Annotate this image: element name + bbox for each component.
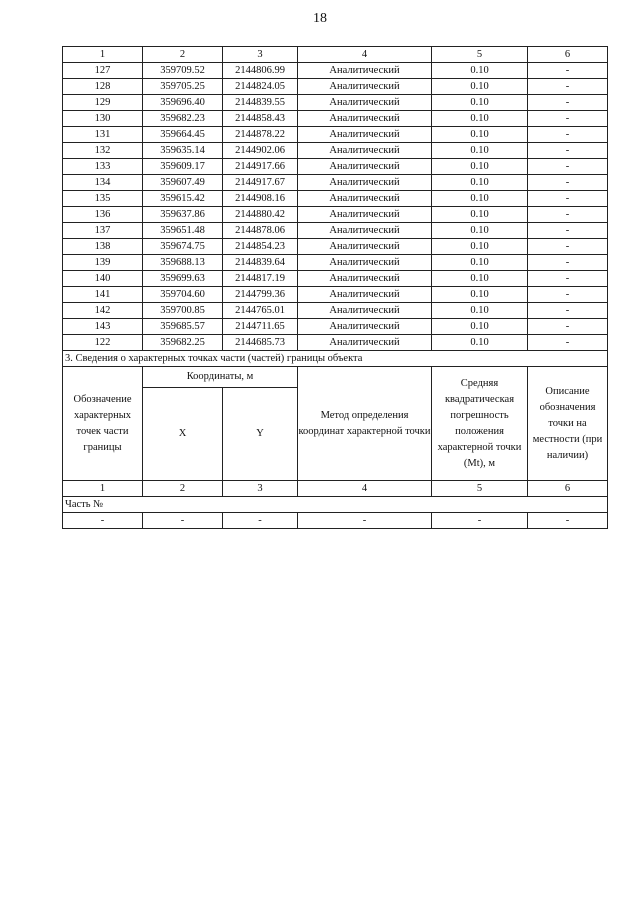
table-cell: Аналитический bbox=[298, 63, 432, 79]
table-row bbox=[63, 255, 608, 271]
method-header: Метод определения координат характерной точки bbox=[298, 367, 432, 481]
table-cell: 2144908.16 bbox=[223, 191, 298, 207]
table-row bbox=[63, 159, 608, 175]
table-row bbox=[63, 111, 608, 127]
table-cell: - bbox=[528, 207, 608, 223]
table-cell: 129 bbox=[63, 95, 143, 111]
table-cell: 0.10 bbox=[432, 271, 528, 287]
table-cell: 0.10 bbox=[432, 303, 528, 319]
column-number-cell: 6 bbox=[528, 481, 608, 497]
table-cell: 359696.40 bbox=[143, 95, 223, 111]
table-cell: Аналитический bbox=[298, 111, 432, 127]
column-number-cell: 2 bbox=[143, 481, 223, 497]
table-cell: 142 bbox=[63, 303, 143, 319]
table-row bbox=[63, 287, 608, 303]
table-cell: Аналитический bbox=[298, 335, 432, 351]
table-cell: 132 bbox=[63, 143, 143, 159]
column-number-cell: 3 bbox=[223, 481, 298, 497]
table-cell: Аналитический bbox=[298, 143, 432, 159]
table-row bbox=[63, 143, 608, 159]
table-cell: 0.10 bbox=[432, 335, 528, 351]
table-row bbox=[63, 79, 608, 95]
column-number-cell: 1 bbox=[63, 47, 143, 63]
table-cell: - bbox=[528, 255, 608, 271]
table-cell: 141 bbox=[63, 287, 143, 303]
table-row bbox=[63, 63, 608, 79]
table-cell: - bbox=[528, 175, 608, 191]
table-cell: - bbox=[298, 513, 432, 529]
table-cell: 359635.14 bbox=[143, 143, 223, 159]
table-cell: 2144824.05 bbox=[223, 79, 298, 95]
table-cell: 359688.13 bbox=[143, 255, 223, 271]
table-row bbox=[63, 95, 608, 111]
table-cell: 0.10 bbox=[432, 319, 528, 335]
column-number-cell: 6 bbox=[528, 47, 608, 63]
table-cell: - bbox=[528, 335, 608, 351]
table-cell: 127 bbox=[63, 63, 143, 79]
table-cell: 2144817.19 bbox=[223, 271, 298, 287]
table-cell: 2144858.43 bbox=[223, 111, 298, 127]
table-cell: 0.10 bbox=[432, 79, 528, 95]
part-label: Часть № bbox=[63, 497, 608, 513]
table-cell: 359709.52 bbox=[143, 63, 223, 79]
table-cell: 2144902.06 bbox=[223, 143, 298, 159]
table-cell: 0.10 bbox=[432, 63, 528, 79]
table-cell: 0.10 bbox=[432, 239, 528, 255]
table-cell: - bbox=[528, 303, 608, 319]
table-row bbox=[63, 335, 608, 351]
table-cell: 0.10 bbox=[432, 143, 528, 159]
table-cell: - bbox=[528, 143, 608, 159]
table-cell: 0.10 bbox=[432, 287, 528, 303]
table-cell: 2144880.42 bbox=[223, 207, 298, 223]
table-cell: - bbox=[528, 513, 608, 529]
table-cell: - bbox=[528, 287, 608, 303]
table-row bbox=[63, 223, 608, 239]
table-cell: 135 bbox=[63, 191, 143, 207]
section3-column-number-row bbox=[63, 481, 608, 497]
table-cell: Аналитический bbox=[298, 191, 432, 207]
table-cell: 359682.25 bbox=[143, 335, 223, 351]
table-cell: 2144685.73 bbox=[223, 335, 298, 351]
table-cell: Аналитический bbox=[298, 319, 432, 335]
section3-title: 3. Сведения о характерных точках части (частей) границы объекта bbox=[63, 351, 608, 367]
table-cell: 359637.86 bbox=[143, 207, 223, 223]
table-row bbox=[63, 271, 608, 287]
table-cell: 0.10 bbox=[432, 127, 528, 143]
table-cell: 2144839.64 bbox=[223, 255, 298, 271]
table-cell: 359700.85 bbox=[143, 303, 223, 319]
table-cell: Аналитический bbox=[298, 79, 432, 95]
column-number-cell: 5 bbox=[432, 481, 528, 497]
table-cell: - bbox=[528, 95, 608, 111]
table-cell: - bbox=[528, 271, 608, 287]
table-cell: - bbox=[432, 513, 528, 529]
accuracy-header: Средняя квадратическая погрешность положения характерной точки (Mt), м bbox=[432, 367, 528, 481]
table-row bbox=[63, 175, 608, 191]
table-cell: 134 bbox=[63, 175, 143, 191]
table-cell: 122 bbox=[63, 335, 143, 351]
table-cell: 2144806.99 bbox=[223, 63, 298, 79]
table-cell: 359685.57 bbox=[143, 319, 223, 335]
table-cell: 0.10 bbox=[432, 207, 528, 223]
page-number: 18 bbox=[313, 11, 327, 26]
table-cell: - bbox=[528, 159, 608, 175]
table-cell: 359607.49 bbox=[143, 175, 223, 191]
table-cell: - bbox=[223, 513, 298, 529]
table-cell: 2144854.23 bbox=[223, 239, 298, 255]
table-cell: 359704.60 bbox=[143, 287, 223, 303]
empty-data-row bbox=[63, 513, 608, 529]
table-cell: 2144765.01 bbox=[223, 303, 298, 319]
table-cell: 0.10 bbox=[432, 159, 528, 175]
section3-body bbox=[63, 351, 608, 529]
table-cell: 359664.45 bbox=[143, 127, 223, 143]
table-cell: - bbox=[528, 319, 608, 335]
coordinates-table bbox=[62, 46, 608, 529]
table-cell: - bbox=[528, 63, 608, 79]
table-cell: 2144878.06 bbox=[223, 223, 298, 239]
table-cell: Аналитический bbox=[298, 223, 432, 239]
table-cell: 359705.25 bbox=[143, 79, 223, 95]
table-cell: 136 bbox=[63, 207, 143, 223]
table-cell: 140 bbox=[63, 271, 143, 287]
table-cell: Аналитический bbox=[298, 255, 432, 271]
column-number-row bbox=[63, 47, 608, 63]
column-number-cell: 4 bbox=[298, 481, 432, 497]
table-cell: 0.10 bbox=[432, 95, 528, 111]
table-row bbox=[63, 319, 608, 335]
table-cell: 359699.63 bbox=[143, 271, 223, 287]
point-designation-header: Обозначение характерных точек части границы bbox=[63, 367, 143, 481]
table-cell: - bbox=[528, 223, 608, 239]
table-cell: Аналитический bbox=[298, 239, 432, 255]
table-cell: 2144878.22 bbox=[223, 127, 298, 143]
x-header: X bbox=[143, 388, 223, 481]
y-header: Y bbox=[223, 388, 298, 481]
table-cell: 0.10 bbox=[432, 255, 528, 271]
table-cell: 143 bbox=[63, 319, 143, 335]
table-cell: Аналитический bbox=[298, 159, 432, 175]
top-table-body bbox=[63, 47, 608, 351]
table-cell: 2144839.55 bbox=[223, 95, 298, 111]
table-cell: Аналитический bbox=[298, 271, 432, 287]
section3-header-row-1 bbox=[63, 367, 608, 388]
table-cell: 0.10 bbox=[432, 223, 528, 239]
column-number-cell: 3 bbox=[223, 47, 298, 63]
column-number-cell: 1 bbox=[63, 481, 143, 497]
table-cell: - bbox=[528, 127, 608, 143]
table-row bbox=[63, 127, 608, 143]
table-cell: 128 bbox=[63, 79, 143, 95]
table-cell: 137 bbox=[63, 223, 143, 239]
table-cell: 2144917.67 bbox=[223, 175, 298, 191]
description-header: Описание обозначения точки на местности (при наличии) bbox=[528, 367, 608, 481]
table-cell: 359609.17 bbox=[143, 159, 223, 175]
table-cell: 0.10 bbox=[432, 175, 528, 191]
table-row bbox=[63, 207, 608, 223]
table-cell: Аналитический bbox=[298, 95, 432, 111]
column-number-cell: 5 bbox=[432, 47, 528, 63]
table-row bbox=[63, 303, 608, 319]
table-cell: 0.10 bbox=[432, 111, 528, 127]
table-cell: 131 bbox=[63, 127, 143, 143]
table-cell: Аналитический bbox=[298, 127, 432, 143]
table-cell: 0.10 bbox=[432, 191, 528, 207]
table-cell: 130 bbox=[63, 111, 143, 127]
table-cell: - bbox=[63, 513, 143, 529]
table-cell: - bbox=[528, 111, 608, 127]
column-number-cell: 2 bbox=[143, 47, 223, 63]
table-cell: Аналитический bbox=[298, 303, 432, 319]
table-cell: 138 bbox=[63, 239, 143, 255]
table-cell: 359674.75 bbox=[143, 239, 223, 255]
table-cell: Аналитический bbox=[298, 207, 432, 223]
table-cell: 139 bbox=[63, 255, 143, 271]
table-cell: 133 bbox=[63, 159, 143, 175]
table-cell: - bbox=[143, 513, 223, 529]
table-cell: - bbox=[528, 191, 608, 207]
table-row bbox=[63, 191, 608, 207]
table-cell: 359651.48 bbox=[143, 223, 223, 239]
table-cell: 359682.23 bbox=[143, 111, 223, 127]
table-row bbox=[63, 239, 608, 255]
table-cell: 2144711.65 bbox=[223, 319, 298, 335]
table-cell: 359615.42 bbox=[143, 191, 223, 207]
coordinates-header: Координаты, м bbox=[143, 367, 298, 388]
table-cell: - bbox=[528, 239, 608, 255]
part-row bbox=[63, 497, 608, 513]
table-cell: Аналитический bbox=[298, 287, 432, 303]
table-cell: 2144799.36 bbox=[223, 287, 298, 303]
table-cell: 2144917.66 bbox=[223, 159, 298, 175]
column-number-cell: 4 bbox=[298, 47, 432, 63]
section3-title-row bbox=[63, 351, 608, 367]
table-cell: Аналитический bbox=[298, 175, 432, 191]
table-cell: - bbox=[528, 79, 608, 95]
